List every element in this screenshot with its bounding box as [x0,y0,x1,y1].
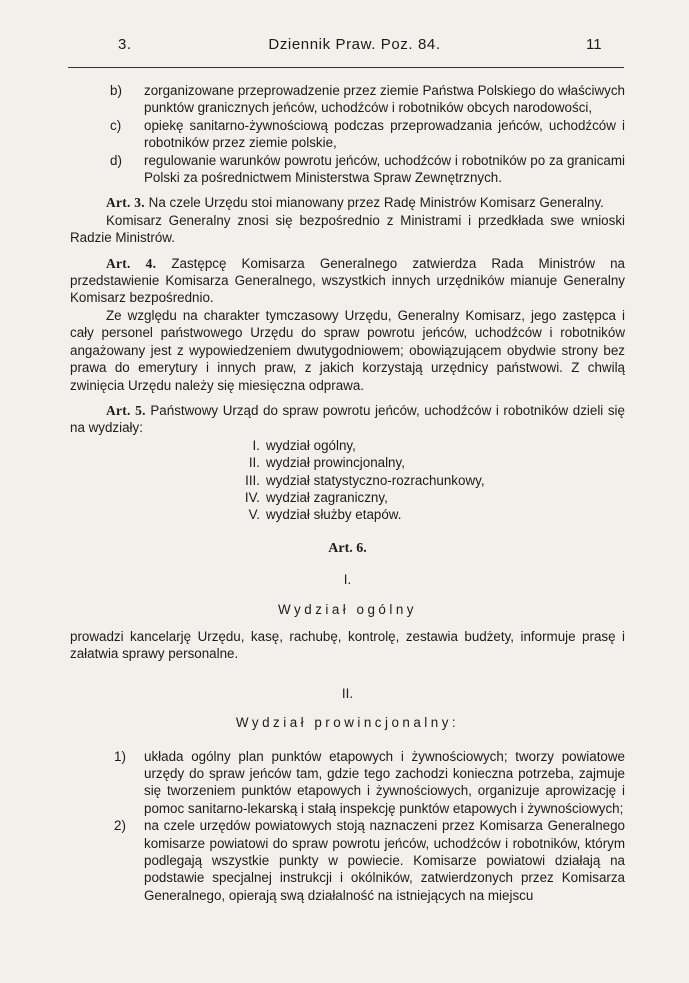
list-item [70,817,625,904]
list-text: układa ogólny plan punktów etapowych i żywnościowych; tworzy powiatowe urzędy do spraw jeńców tam, gdzie tego zachodzi konieczna potrzeba, zajmuje się tworzeniem punktów etapowych i żywnościowych, organizuje aprowizację i pomoc sanitarno-lekarską i stałą inspekcję punktów etapowych i żywnościowych; [144,748,625,816]
department-name: wydział zagraniczny, [266,489,388,505]
section-2-list [70,748,625,905]
department-name: wydział ogólny, [266,437,356,453]
section-1-text: prowadzi kancelarję Urzędu, kasę, rachubę, kontrolę, zestawia budżety, informuje prasę i załatwia sprawy personalne. [70,628,625,662]
section-1-title: Wydział ogólny [278,601,417,617]
department-item [70,489,625,506]
article-label: Art. 3. [106,195,145,211]
department-number: III. [245,472,260,488]
art4-paragraph-2 [70,307,625,394]
article-text: Komisarz Generalny znosi się bezpośrednio z Ministrami i przedkłada swe wnioski Radzie Ministrów. [70,212,625,246]
list-item [70,82,625,117]
journal-title: Dziennik Praw. Poz. 84. [268,36,441,53]
art3-paragraph [70,194,625,211]
list-b-d [70,82,625,186]
list-text: na czele urzędów powiatowych stoją naznaczeni przez Komisarza Generalnego komisarze powiatowi do spraw powrotu jeńców, uchodźców i robotników, którym podlegają wszystkie punkty w powiecie. Komisarze powiatowi działają na podstawie specjalnej instrukcji i okólników, zatwierdzonych przez Komisarza Generalnego, opierają swą działalność na istniejących na miejscu [144,818,625,903]
list-marker: c) [110,117,122,133]
art3-paragraph-2 [70,212,625,247]
department-number: IV. [244,489,260,505]
document-body [70,82,625,904]
header-rule [68,67,624,68]
art6-heading: Art. 6. [328,540,367,556]
department-name: wydział prowincjonalny, [266,455,405,471]
art4-paragraph [70,255,625,307]
department-number: V. [248,507,260,523]
article-text: Państwowy Urząd do spraw powrotu jeńców, uchodźców i robotników dzieli się na wydziały: [70,402,625,436]
page-number: 11 [586,36,602,53]
art5-paragraph [70,402,625,437]
list-item [70,117,625,152]
section-2-number: II. [341,685,354,701]
department-number: II. [248,455,260,471]
section-2-title: Wydział prowincjonalny: [235,715,460,731]
department-item [70,506,625,523]
department-item [70,454,625,471]
page-header [0,36,689,58]
list-marker: 2) [114,818,126,834]
department-name: wydział służby etapów. [266,507,402,523]
list-text: regulowanie warunków powrotu jeńców, uchodźców i robotników po za granicami Polski za pośrednictwem Ministerstwa Spraw Zewnętrznych. [144,152,625,186]
list-item [70,152,625,187]
list-marker: b) [110,83,122,98]
department-name: wydział statystyczno-rozrachunkowy, [266,472,485,488]
article-text: Na czele Urzędu stoi mianowany przez Radę Ministrów Komisarz Generalny. [148,195,604,211]
list-item [70,748,625,818]
list-marker: d) [110,152,122,168]
list-text: zorganizowane przeprowadzenie przez ziemie Państwa Polskiego do właściwych punktów granicznych jeńców, uchodźców i robotników obcych narodowości, [144,83,625,116]
department-item [70,437,625,454]
department-number: I. [252,437,260,453]
article-text: Zastępcę Komisarza Generalnego zatwierdza Rada Ministrów na przedstawienie Komisarza Generalnego, wszystkich innych urzędników mianuje Generalny Komisarz bezpośrednio. [70,255,625,306]
article-label: Art. 4. [106,255,157,271]
article-label: Art. 5. [106,402,146,418]
list-text: opiekę sanitarno-żywnościową podczas przeprowadzania jeńców, uchodźców i robotników przez ziemie polskie, [144,117,625,151]
section-number: 3. [118,36,132,53]
department-item [70,472,625,489]
list-marker: 1) [114,748,126,764]
department-list [70,437,625,524]
section-1-number: I. [343,572,352,588]
article-text: Ze względu na charakter tymczasowy Urzędu, Generalny Komisarz, jego zastępca i cały personel państwowego Urzędu do spraw powrotu jeńców, uchodźców i robotników angażowany jest z wypowiedzeniem dwutygodniowem; obowiązującem obydwie strony bez prawa do emerytury i innych praw, z jakich korzystają urzędnicy państwowi. Z chwilą zwinięcia Urzędu należy się miesięczna odprawa. [70,307,625,393]
